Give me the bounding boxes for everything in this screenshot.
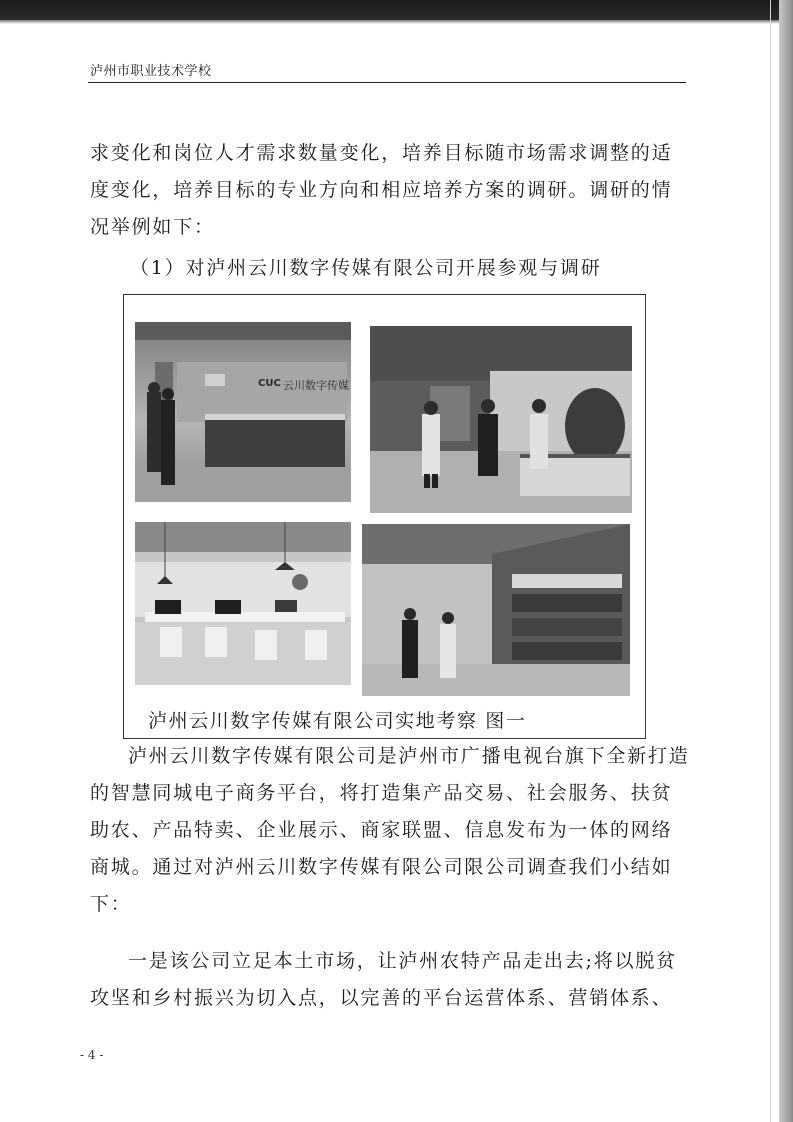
photo-office [135, 522, 351, 685]
reception-logo: CUC [258, 378, 281, 389]
photo-hallway [370, 326, 632, 513]
page-number: - 4 - [80, 1048, 104, 1062]
scan-right-line [770, 0, 771, 1122]
company-paragraph: 泸州云川数字传媒有限公司是泸州市广播电视台旗下全新打造的智慧同城电子商务平台，将打造集产品交易、社会服务、扶贫助农、产品特卖、企业展示、商家联盟、信息发布为一体的网络商城。通过对泸州云川数字传媒有限公司限公司调查我们小结如下： [90, 745, 690, 915]
section-heading: （1）对泸州云川数字传媒有限公司开展参观与调研 [130, 257, 602, 279]
photo-hallway-image [370, 326, 632, 513]
header-rule [88, 82, 686, 83]
intro-paragraph: 求变化和岗位人才需求数量变化，培养目标随市场需求调整的适度变化，培养目标的专业方向和相应培养方案的调研。调研的情况举例如下： [90, 142, 673, 238]
point-one-paragraph: 一是该公司立足本土市场，让泸州农特产品走出去;将以脱贫攻坚和乡村振兴为切入点，以完善的平台运营体系、营销体系、 [90, 950, 678, 1009]
photo-gallery-image [362, 524, 630, 696]
figure-caption: 泸州云川数字传媒有限公司实地考察 图一 [148, 710, 527, 732]
scan-right-edge [779, 0, 793, 1122]
scan-top-edge [0, 0, 793, 20]
photo-office-image [135, 522, 351, 685]
scan-top-shadow [0, 20, 793, 24]
photo-reception-image [135, 322, 351, 502]
reception-sign: 云川数字传媒 [283, 379, 349, 392]
photo-gallery [362, 524, 630, 696]
running-header: 泸州市职业技术学校 [90, 64, 212, 79]
photo-reception [135, 322, 351, 502]
